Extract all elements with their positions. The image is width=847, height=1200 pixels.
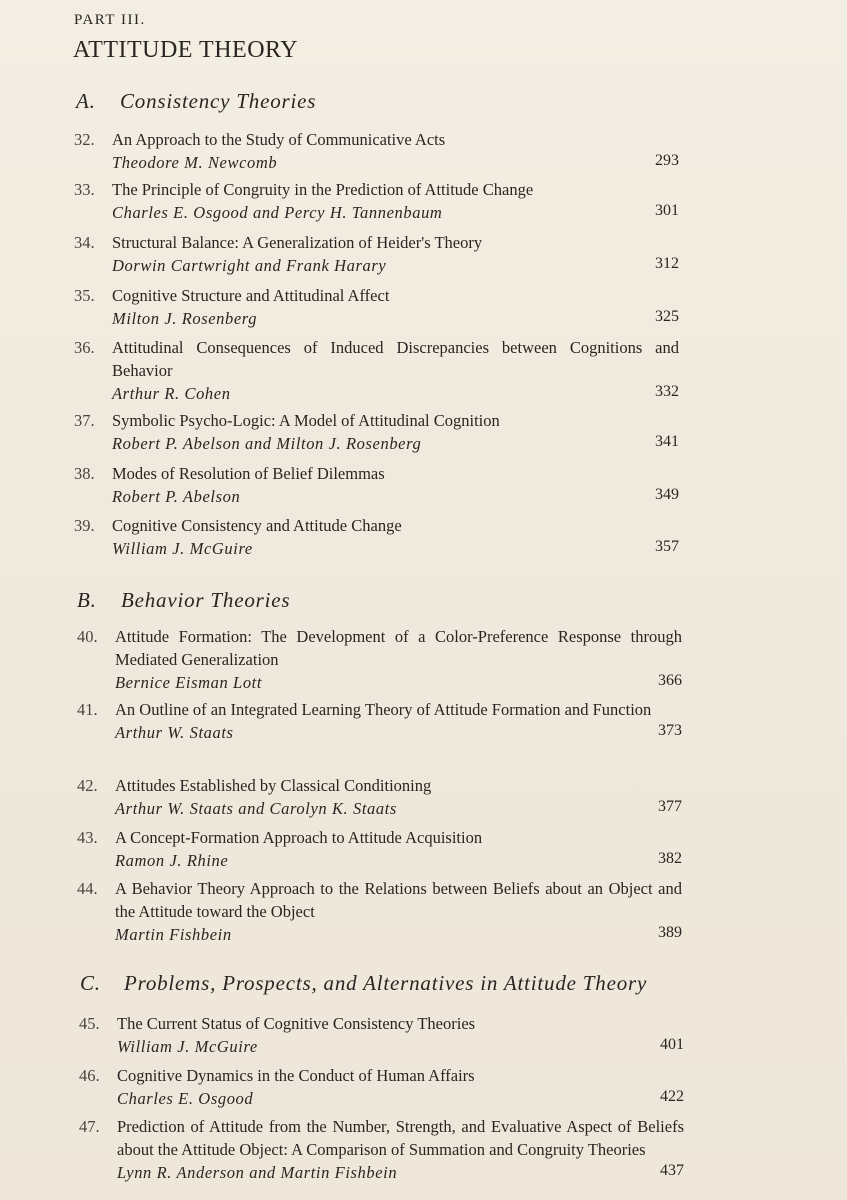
- toc-entry: [77, 826, 682, 872]
- entry-author: Arthur W. Staats and Carolyn K. Staats: [115, 799, 397, 818]
- entry-title: Prediction of Attitude from the Number, Strength, and Evaluative Aspect of Beliefs about the Attitude Object: A Comparison of Summation and Congruity Theories: [117, 1117, 684, 1159]
- entry-number: 45.: [79, 1014, 100, 1033]
- toc-entry: [77, 698, 682, 744]
- entry-title: A Concept-Formation Approach to Attitude Acquisition: [115, 828, 483, 847]
- entry-page-number: 366: [658, 672, 682, 689]
- entry-title: An Outline of an Integrated Learning Theory of Attitude Formation and Function: [115, 700, 652, 719]
- toc-entry: [74, 231, 679, 277]
- entry-page-number: 373: [658, 722, 682, 739]
- section-heading-b: [77, 588, 290, 613]
- entry-title: Attitude Formation: The Development of a Color-Preference Response through Mediated Generalization: [115, 627, 682, 669]
- toc-entry: [79, 1064, 684, 1110]
- entry-number: 40.: [77, 627, 98, 646]
- entry-page-number: 437: [660, 1162, 684, 1179]
- toc-entry: [77, 877, 682, 946]
- entry-number: 38.: [74, 464, 95, 483]
- entry-title: An Approach to the Study of Communicative Acts: [112, 130, 446, 149]
- entry-number: 43.: [77, 828, 98, 847]
- entry-page-number: 377: [658, 798, 682, 815]
- entry-page-number: 422: [660, 1088, 684, 1105]
- section-letter: B.: [77, 588, 97, 612]
- section-title: Problems, Prospects, and Alternatives in Attitude Theory: [124, 971, 648, 995]
- toc-entry: [74, 462, 679, 508]
- section-heading-a: [76, 89, 316, 114]
- entry-number: 47.: [79, 1117, 100, 1136]
- entry-title: Cognitive Consistency and Attitude Change: [112, 516, 402, 535]
- entry-page-number: 382: [658, 850, 682, 867]
- entry-page-number: 349: [655, 486, 679, 503]
- entry-author: Charles E. Osgood: [117, 1089, 254, 1108]
- toc-entry: [79, 1012, 684, 1058]
- toc-entry: [74, 128, 679, 174]
- entry-page-number: 312: [655, 255, 679, 272]
- entry-author: Charles E. Osgood and Percy H. Tannenbaum: [112, 203, 443, 222]
- entry-page-number: 293: [655, 152, 679, 169]
- entry-number: 44.: [77, 879, 98, 898]
- toc-entry: [79, 1115, 684, 1184]
- entry-author: Theodore M. Newcomb: [112, 153, 278, 172]
- entry-author: William J. McGuire: [112, 539, 253, 558]
- entry-author: William J. McGuire: [117, 1037, 258, 1056]
- entry-title: Modes of Resolution of Belief Dilemmas: [112, 464, 385, 483]
- entry-number: 34.: [74, 233, 95, 252]
- entry-author: Milton J. Rosenberg: [112, 309, 258, 328]
- entry-author: Lynn R. Anderson and Martin Fishbein: [117, 1163, 398, 1182]
- entry-page-number: 389: [658, 924, 682, 941]
- entry-author: Robert P. Abelson and Milton J. Rosenberg: [112, 434, 422, 453]
- entry-title: Symbolic Psycho-Logic: A Model of Attitudinal Cognition: [112, 411, 500, 430]
- entry-number: 42.: [77, 776, 98, 795]
- entry-author: Dorwin Cartwright and Frank Harary: [112, 256, 387, 275]
- part-label: PART III.: [74, 12, 146, 28]
- entry-title: Cognitive Dynamics in the Conduct of Human Affairs: [117, 1066, 475, 1085]
- section-title: Consistency Theories: [120, 89, 317, 113]
- entry-title: The Principle of Congruity in the Prediction of Attitude Change: [112, 180, 534, 199]
- entry-number: 37.: [74, 411, 95, 430]
- entry-number: 46.: [79, 1066, 100, 1085]
- entry-title: Cognitive Structure and Attitudinal Affect: [112, 286, 390, 305]
- entry-page-number: 341: [655, 433, 679, 450]
- toc-entry: [77, 625, 682, 694]
- entry-title: Attitudes Established by Classical Conditioning: [115, 776, 432, 795]
- entry-author: Bernice Eisman Lott: [115, 673, 263, 692]
- entry-author: Ramon J. Rhine: [115, 851, 229, 870]
- entry-page-number: 401: [660, 1036, 684, 1053]
- entry-page-number: 332: [655, 383, 679, 400]
- entry-title: Attitudinal Consequences of Induced Discrepancies between Cognitions and Behavior: [112, 338, 679, 380]
- section-letter: A.: [76, 89, 96, 113]
- entry-title: The Current Status of Cognitive Consistency Theories: [117, 1014, 476, 1033]
- entry-number: 32.: [74, 130, 95, 149]
- toc-entry: [74, 336, 679, 405]
- part-title: ATTITUDE THEORY: [73, 37, 299, 63]
- entry-author: Arthur R. Cohen: [112, 384, 231, 403]
- entry-number: 39.: [74, 516, 95, 535]
- section-heading-c: [80, 971, 647, 996]
- entry-number: 33.: [74, 180, 95, 199]
- entry-author: Martin Fishbein: [115, 925, 232, 944]
- entry-number: 35.: [74, 286, 95, 305]
- toc-entry: [74, 514, 679, 560]
- entry-number: 41.: [77, 700, 98, 719]
- entry-title: Structural Balance: A Generalization of Heider's Theory: [112, 233, 483, 252]
- entry-author: Robert P. Abelson: [112, 487, 241, 506]
- entry-title: A Behavior Theory Approach to the Relations between Beliefs about an Object and the Attitude toward the Object: [115, 879, 682, 921]
- entry-number: 36.: [74, 338, 95, 357]
- entry-page-number: 301: [655, 202, 679, 219]
- entry-page-number: 357: [655, 538, 679, 555]
- entry-page-number: 325: [655, 308, 679, 325]
- toc-entry: [74, 178, 679, 224]
- section-title: Behavior Theories: [121, 588, 291, 612]
- toc-entry: [74, 284, 679, 330]
- section-letter: C.: [80, 971, 101, 995]
- toc-entry: [77, 774, 682, 820]
- entry-author: Arthur W. Staats: [115, 723, 234, 742]
- toc-entry: [74, 409, 679, 455]
